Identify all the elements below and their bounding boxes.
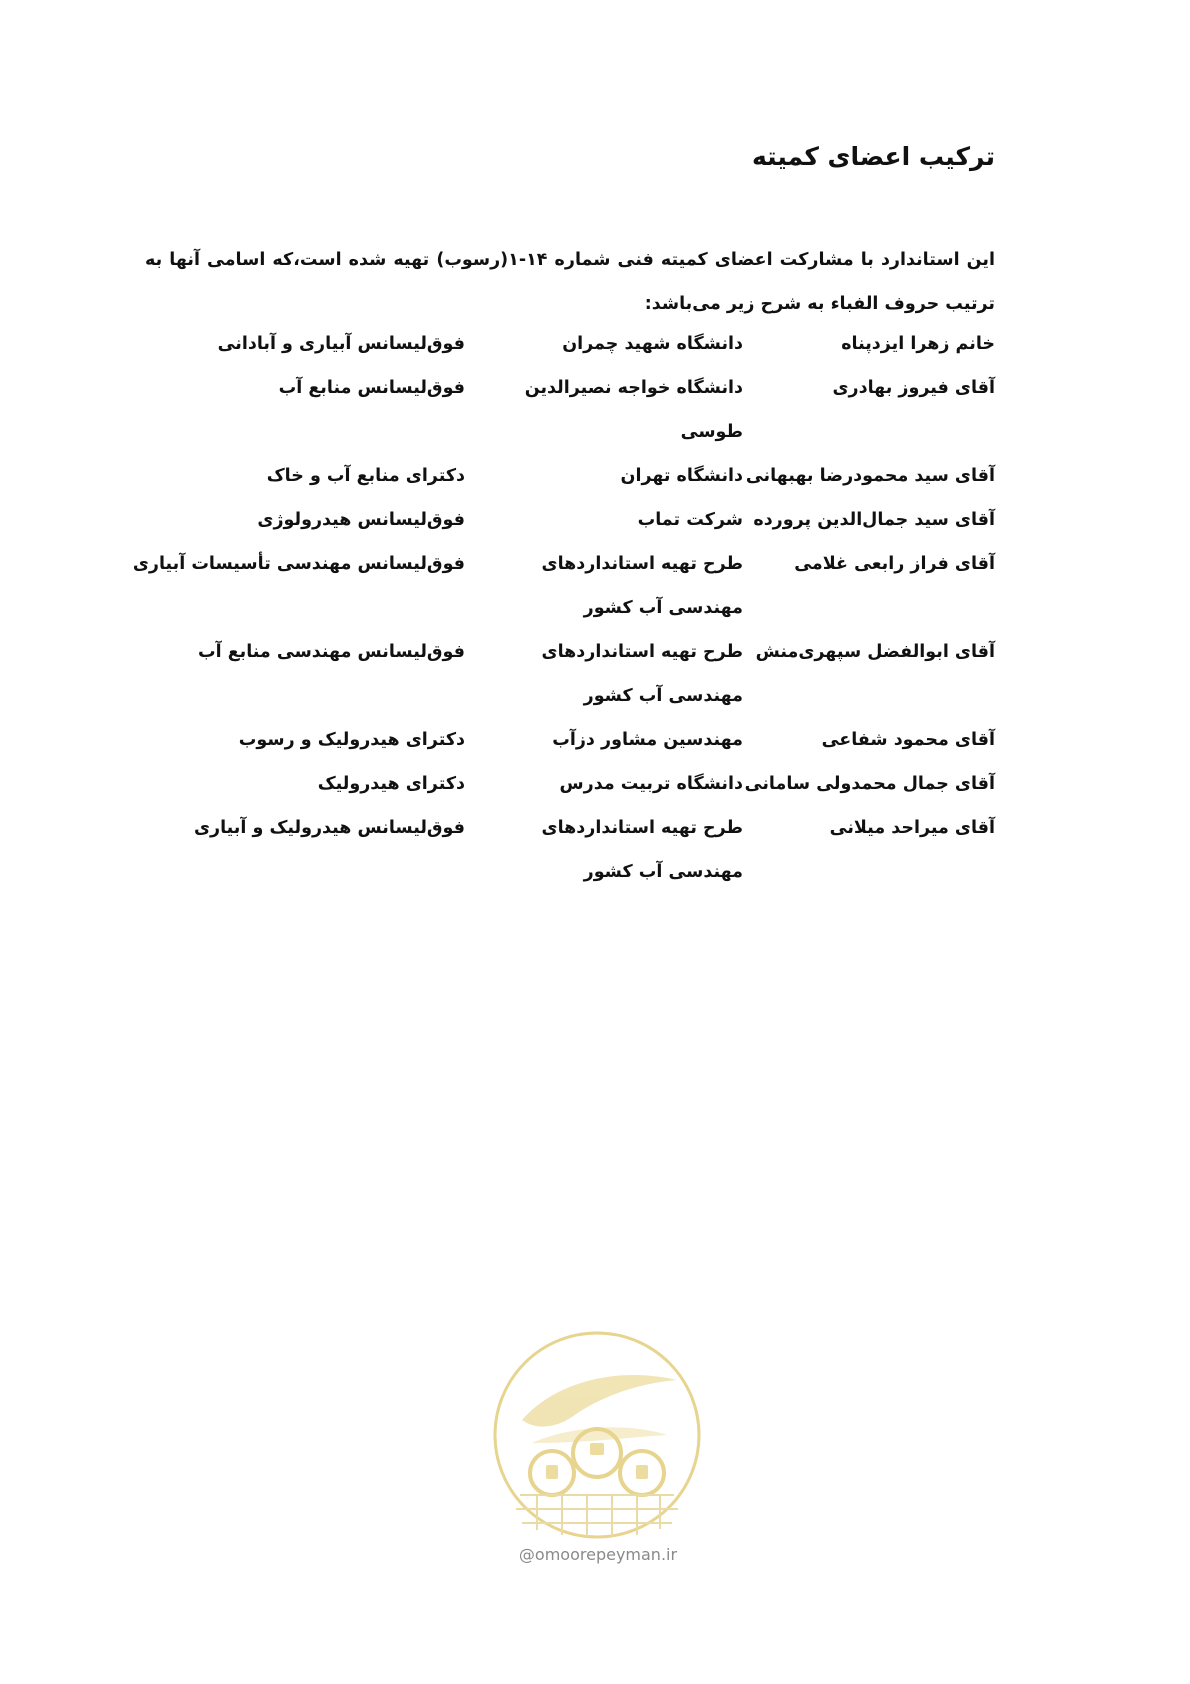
member-degree: فوق‌لیسانس مهندسی تأسیسات آبیاری xyxy=(132,554,465,574)
page-title: ترکیب اعضای کمیته xyxy=(751,142,995,171)
member-name: آقای محمود شفاعی xyxy=(821,730,995,750)
member-row xyxy=(145,762,995,806)
member-row xyxy=(145,806,995,894)
member-degree: دکترای منابع آب و خاک xyxy=(266,466,465,486)
member-organization: شرکت تماب xyxy=(637,510,743,530)
committee-members-list xyxy=(132,322,995,894)
member-organization: دانشگاه تهران xyxy=(620,466,743,486)
member-organization: طرح تهیه استانداردهای مهندسی آب کشور xyxy=(541,642,743,706)
member-organization: دانشگاه شهید چمران xyxy=(562,334,743,354)
intro-paragraph: این استاندارد با مشارکت اعضای کمیته فنی شماره ۱۴-۱(رسوب) تهیه شده است،که اسامی آنها به ترتیب حروف الفباء به شرح زیر می‌باشد: xyxy=(145,250,995,314)
member-row xyxy=(145,322,995,366)
member-degree: فوق‌لیسانس هیدرولوژی xyxy=(257,510,465,530)
member-degree: دکترای هیدرولیک xyxy=(317,774,465,794)
member-row xyxy=(145,454,995,498)
watermark-caption: @omoorepeyman.ir xyxy=(518,1545,678,1564)
member-name: آقای ابوالفضل سپهری‌منش xyxy=(755,642,995,662)
member-organization: طرح تهیه استانداردهای مهندسی آب کشور xyxy=(541,554,743,618)
member-name: آقای میراحد میلانی xyxy=(829,818,995,838)
member-organization: مهندسین مشاور دزآب xyxy=(552,730,743,750)
member-degree: دکترای هیدرولیک و رسوب xyxy=(238,730,465,750)
member-organization: طرح تهیه استانداردهای مهندسی آب کشور xyxy=(541,818,743,882)
member-degree: فوق‌لیسانس منابع آب xyxy=(278,378,465,398)
member-degree: فوق‌لیسانس مهندسی منابع آب xyxy=(198,642,465,662)
member-row xyxy=(145,366,995,454)
member-organization: دانشگاه خواجه نصیرالدین طوسی xyxy=(524,378,743,442)
member-name: آقای فراز رابعی غلامی xyxy=(794,554,995,574)
watermark-seal-logo xyxy=(492,1325,702,1565)
member-row xyxy=(145,630,995,718)
member-organization: دانشگاه تربیت مدرس xyxy=(559,774,743,794)
member-row xyxy=(145,498,995,542)
member-row xyxy=(145,718,995,762)
member-name: خانم زهرا ایزدپناه xyxy=(841,334,995,354)
member-name: آقای جمال محمدولی سامانی xyxy=(744,774,995,794)
member-degree: فوق‌لیسانس هیدرولیک و آبیاری xyxy=(193,818,465,838)
member-degree: فوق‌لیسانس آبیاری و آبادانی xyxy=(217,334,465,354)
member-name: آقای سید جمال‌الدین پرورده xyxy=(753,510,995,530)
member-name: آقای سید محمودرضا بهبهانی xyxy=(745,466,995,486)
member-name: آقای فیروز بهادری xyxy=(832,378,995,398)
member-row xyxy=(132,542,995,630)
